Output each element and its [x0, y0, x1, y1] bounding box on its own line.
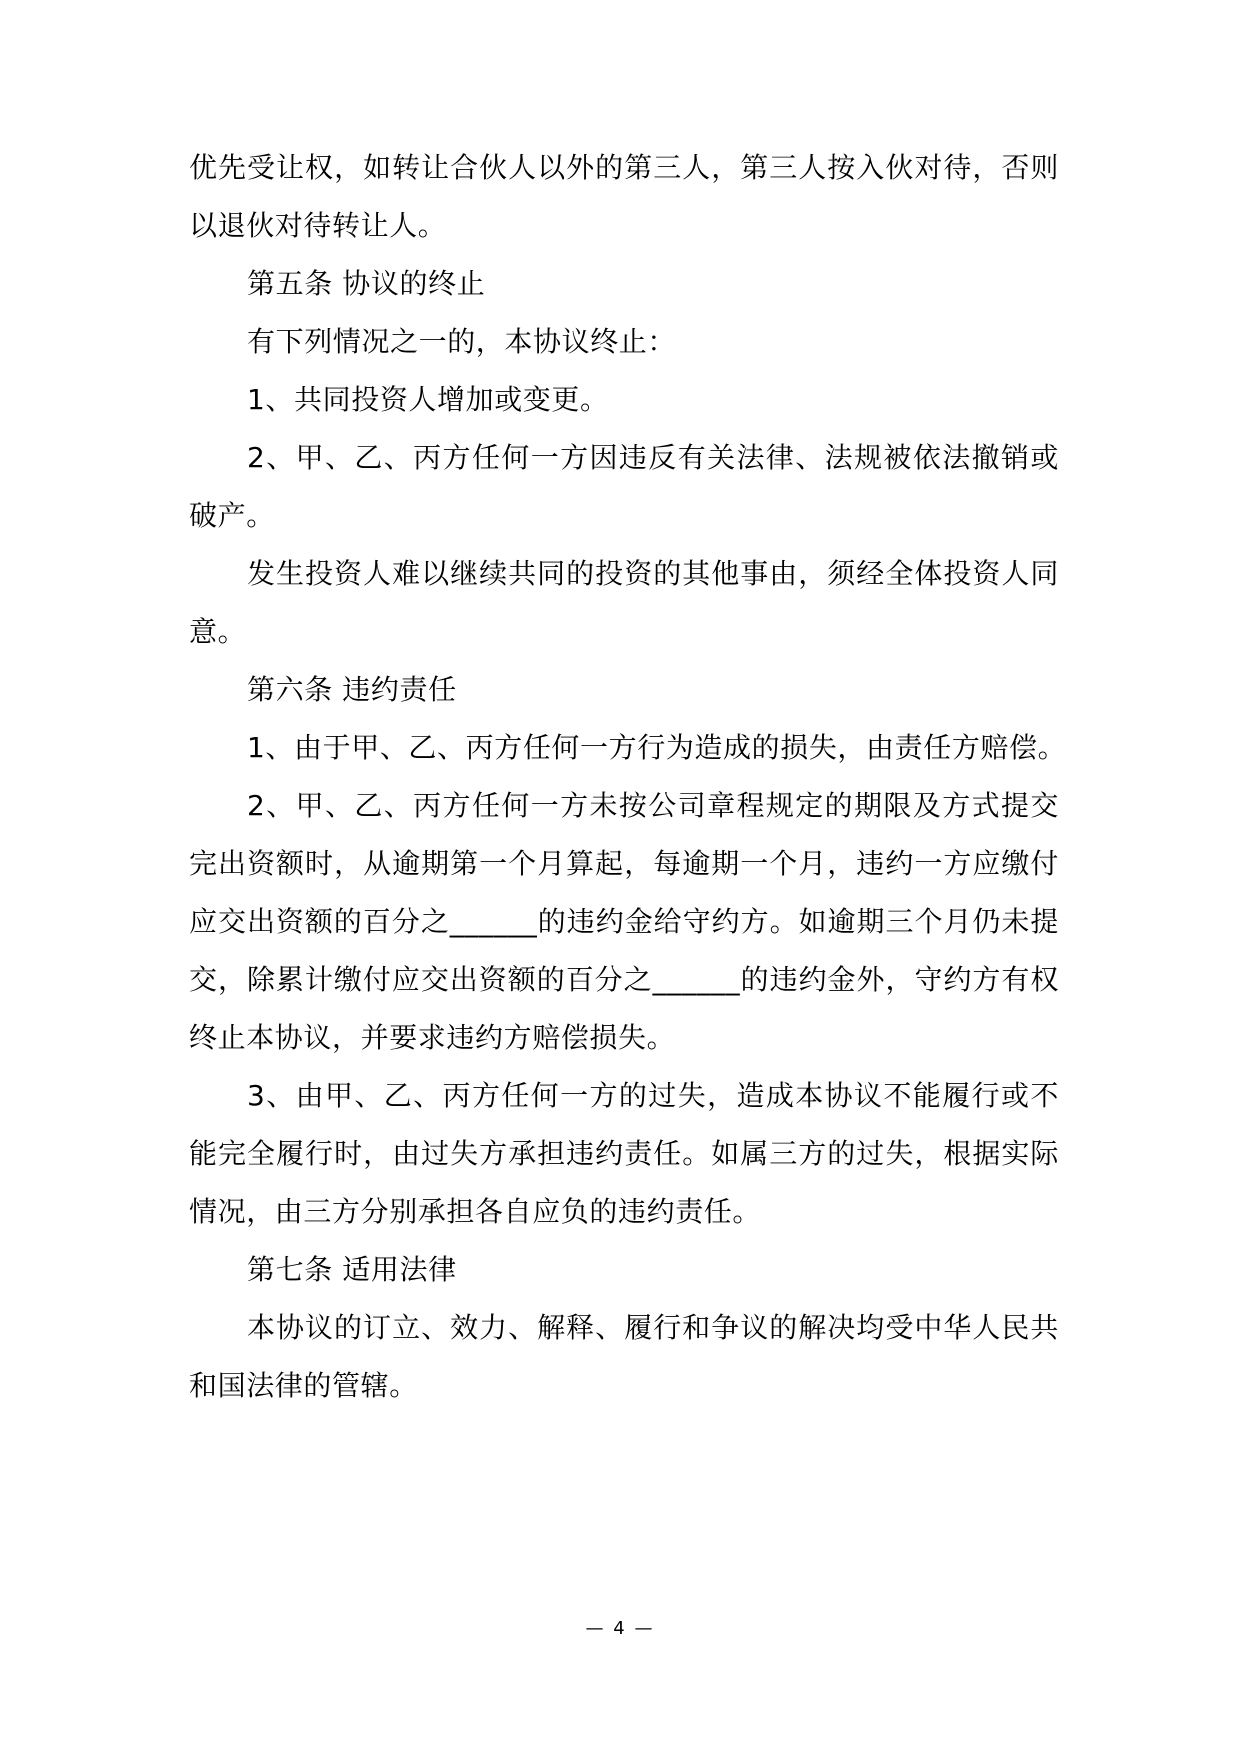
article-heading: 第七条 适用法律: [247, 1253, 457, 1286]
article-heading: 第五条 协议的终止: [247, 267, 486, 300]
list-item: 1、由于甲、乙、丙方任何一方行为造成的损失，由责任方赔偿。: [247, 731, 1067, 764]
paragraph-line: 和国法律的管辖。: [189, 1369, 418, 1402]
paragraph-line: 终止本协议，并要求违约方赔偿损失。: [189, 1021, 676, 1054]
article-heading: 第六条 违约责任: [247, 673, 457, 706]
list-item: 3、由甲、乙、丙方任何一方的过失，造成本协议不能履行或不: [247, 1079, 1059, 1112]
list-item: 1、共同投资人增加或变更。: [247, 383, 609, 416]
paragraph-line: 应交出资额的百分之______的违约金给守约方。如逾期三个月仍未提: [189, 905, 1059, 938]
paragraph-line: 情况，由三方分别承担各自应负的违约责任。: [189, 1195, 762, 1228]
paragraph-line: 意。: [189, 615, 247, 648]
paragraph-line: 以退伙对待转让人。: [189, 209, 447, 242]
paragraph-line: 能完全履行时，由过失方承担违约责任。如属三方的过失，根据实际: [189, 1137, 1059, 1170]
paragraph-line: 发生投资人难以继续共同的投资的其他事由，须经全体投资人同: [247, 557, 1059, 590]
paragraph-line: 有下列情况之一的，本协议终止：: [247, 325, 677, 358]
list-item: 2、甲、乙、丙方任何一方因违反有关法律、法规被依法撤销或: [247, 441, 1059, 474]
page-number: — 4 —: [585, 1618, 655, 1639]
paragraph-line: 优先受让权，如转让合伙人以外的第三人，第三人按入伙对待，否则: [189, 151, 1059, 184]
paragraph-line: 本协议的订立、效力、解释、履行和争议的解决均受中华人民共: [247, 1311, 1059, 1344]
paragraph-line: 完出资额时，从逾期第一个月算起，每逾期一个月，违约一方应缴付: [189, 847, 1059, 880]
paragraph-line: 交，除累计缴付应交出资额的百分之______的违约金外，守约方有权: [189, 963, 1059, 996]
list-item: 2、甲、乙、丙方任何一方未按公司章程规定的期限及方式提交: [247, 789, 1059, 822]
paragraph-line: 破产。: [189, 499, 275, 532]
